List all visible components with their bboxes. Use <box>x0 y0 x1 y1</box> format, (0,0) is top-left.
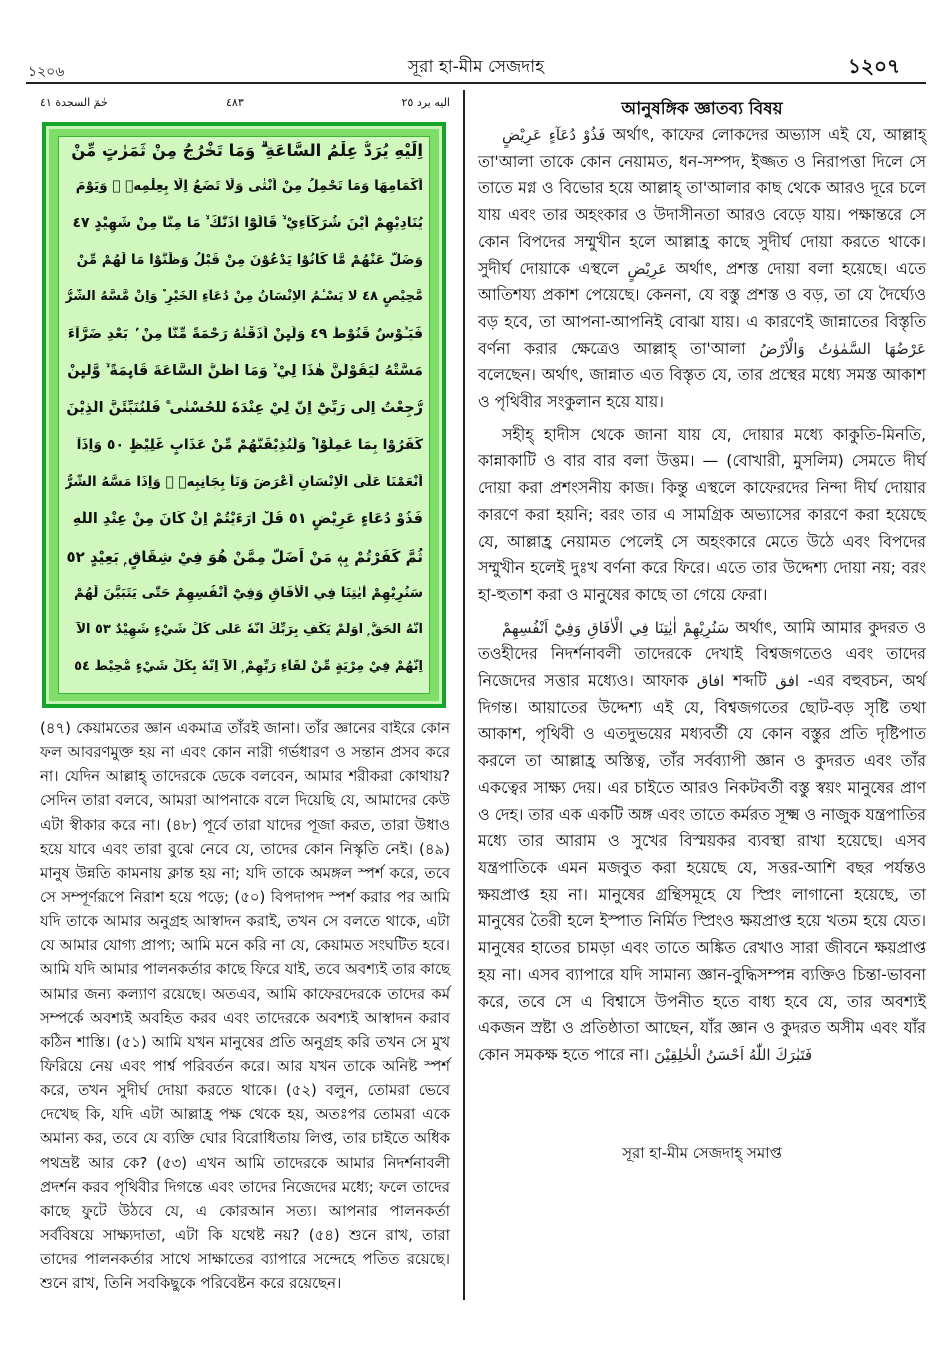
arabic-page-header <box>40 96 450 112</box>
commentary-paragraph <box>478 615 926 1069</box>
left-page-number: ১২০৬ <box>28 64 65 80</box>
commentary-text: বলেছেন। অর্থাৎ, জান্নাত এত বিস্তৃত যে, তার প্রস্থের মধ্যে সমস্ত আকাশ ও পৃথিবীর সংকুলান হয়ে যায়। <box>478 365 926 412</box>
commentary-paragraph <box>478 122 926 416</box>
quran-line: فَذُوْ دُعَآءٍ عَرِيْضٍ ٥١ قُلْ اَرَءَيْتُمْ اِنْ كَانَ مِنْ عِنْدِ اللّٰهِ <box>72 511 423 527</box>
arabic-quote: افق <box>775 672 800 691</box>
quran-line: مَّحِيْصٍ ٤٨ لَا يَسْـَٔمُ الْاِنْسَانُ مِنْ دُعَآءِ الْخَيْرِ ۫ وَاِنْ مَّسَّهُ الشَّرُّ <box>65 289 423 304</box>
commentary-body <box>478 122 926 1075</box>
quran-line: سَنُرِيْهِمْ اٰيٰتِنَا فِي الْاٰفَاقِ وَفِيْٓ اَنْفُسِهِمْ حَتّٰى يَتَبَيَّنَ لَهُمْ <box>73 585 423 601</box>
commentary-text: শব্দটি <box>733 671 767 691</box>
quran-line: يُنَادِيْهِمْ اَيْنَ شُرَكَآءِيْ ۙ قَالُوْٓا اٰذَنّٰكَ ۙ مَا مِنَّا مِنْ شَهِيْدٍ ٤٧ <box>72 215 423 231</box>
commentary-paragraph: সহীহ্ হাদীস থেকে জানা যায় যে, দোয়ার মধ্যে কাকুতি-মিনতি, কান্নাকাটি ও বার বার বলা উত্তম। — (বোখারী, মুসলিম) সেমতে দীর্ঘ দোয়া করা প্রশংসনীয় কাজ। কিন্তু এস্থলে কাফেরদের নিন্দা দীর্ঘ দোয়ার কারণে করা হয়নি; বরং তার এ সামগ্রিক অভ্যাসের কারণে করা হয়েছে যে, আল্লাহ্র নেয়ামত পেলেই সে অহংকারে মেতে উঠে এবং বিপদের সম্মুখীন হলেই দুঃখ বর্ণনা করে ফিরে। এতে তার উদ্দেশ্য দোয়া নয়; বরং হা-হুতাশ করা ও মানুষের কাছে তা গেয়ে ফেরা। <box>478 424 926 604</box>
commentary-text: অর্থাৎ, কাফের লোকদের অভ্যাস এই যে, আল্লাহ্ তা'আলা তাকে কোন নেয়ামত, ধন-সম্পদ, ইজ্জত ও নিরাপত্তা দিলে সে তাতে মগ্ন ও বিভোর হয়ে আল্লাহ্ তা'আলার কাছ থেকে আরও দূরে চলে যায় এবং তার অহংকার ও উদাসীনতা আরও বেড়ে যায়। পক্ষান্তরে সে কোন বিপদের সম্মুখীন হলে আল্লাহ্র কাছে সুদীর্ঘ দোয়া করতে থাকে। সুদীর্ঘ দোয়াকে এস্থলে <box>478 125 926 278</box>
arabic-quote: فَذُوْ دُعَآءٍ عَرِيْضٍ <box>502 126 606 144</box>
commentary-title: আনুষঙ্গিক জ্ঞাতব্য বিষয় <box>621 99 783 119</box>
quran-line: وَضَلَّ عَنْهُمْ مَّا كَانُوْا يَدْعُوْنَ مِنْ قَبْلُ وَظَنُّوْا مَا لَهُمْ مِّنْ <box>76 252 423 268</box>
bengali-translation: (৪৭) কেয়ামতের জ্ঞান একমাত্র তাঁরই জানা। তাঁর জ্ঞানের বাইরে কোন ফল আবরণমুক্ত হয় না এবং কোন নারী গর্ভধারণ ও সন্তান প্রসব করে না। যেদিন আল্লাহ্ তাদেরকে ডেকে বলবেন, আমার শরীকরা কোথায়? সেদিন তারা বলবে, আমরা আপনাকে বলে দিয়েছি যে, আমাদের কেউ এটা স্বীকার করে না। (৪৮) পূর্বে তারা যাদের পূজা করত, তারা উধাও হয়ে যাবে এবং তারা বুঝে নেবে যে, তাদের কোন নিস্কৃতি নেই। (৪৯) মানুষ উন্নতি কামনায় ক্লান্ত হয় না; যদি তাকে অমঙ্গল স্পর্শ করে, তবে সে সম্পূর্ণরূপে নিরাশ হয়ে পড়ে; (৫০) বিপদাপদ স্পর্শ করার পর আমি যদি তাকে আমার অনুগ্রহ আস্বাদন করাই, তখন সে বলতে থাকে, এটা যে আমার যোগ্য প্রাপ্য; আমি মনে করি না যে, কেয়ামত সংঘটিত হবে। আমি যদি আমার পালনকর্তার কাছে ফিরে যাই, তবে অবশ্যই তার কাছে আমার জন্য কল্যাণ রয়েছে। অতএব, আমি কাফেরদেরকে তাদের কর্ম সম্পর্কে অবশ্যই অবহিত করব এবং তাদেরকে অবশ্যই আস্বাদন করাব কঠিন শাস্তি। (৫১) আমি যখন মানুষের প্রতি অনুগ্রহ করি তখন সে মুখ ফিরিয়ে নেয় এবং পার্শ্ব পরিবর্তন করে। আর যখন তাকে অনিষ্ট স্পর্শ করে, তখন সুদীর্ঘ দোয়া করতে থাকে। (৫২) বলুন, তোমরা ভেবে দেখেছ কি, যদি এটা আল্লাহ্র পক্ষ থেকে হয়, অতঃপর তোমরা একে অমান্য কর, তবে যে ব্যক্তি ঘোর বিরোধিতায় লিপ্ত, তার চাইতে অধিক পথভ্রষ্ট আর কে? (৫৩) এখন আমি তাদেরকে আমার নিদর্শনাবলী প্রদর্শন করব পৃথিবীর দিগন্তে এবং তাদের নিজেদের মধ্যে; ফলে তাদের কাছে ফুটে উঠবে যে, এ কোরআন সত্য। আপনার পালনকর্তা সর্ববিষয়ে সাক্ষ্যদাতা, এটা কি যথেষ্ট নয়? (৫৪) শুনে রাখ, তারা তাদের পালনকর্তার সাথে সাক্ষাতের ব্যাপারে সন্দেহে পতিত রয়েছে। শুনে রাখ, তিনি সবকিছুকে পরিবেষ্টন করে রয়েছেন। <box>40 719 450 1293</box>
quran-line: اِنَّهُمْ فِيْ مِرْيَةٍ مِّنْ لِّقَآءِ رَبِّهِمْ ۭ اَلَآ اِنَّهٗ بِكُلِّ شَيْءٍ مُّحِيْطٌ ٥٤ <box>74 659 423 674</box>
commentary-text: অর্থাৎ, প্রশস্ত দোয়া বলা হয়েছে। এতে আতিশয্য প্রকাশ পেয়েছে। কেননা, যে বস্তু প্রশস্ত ও বড়, তা যে দৈর্ঘ্যেও বড় হবে, তা আপনা-আপনিই বোঝা যায়। এ কারণেই জান্নাতের বিস্তৃতি বর্ণনা করার ক্ষেত্রেও আল্লাহ্ তা'আলা <box>478 258 926 358</box>
quran-line: كَفَرُوْا بِمَا عَمِلُوْا ۫ وَلَنُذِيْقَنَّهُمْ مِّنْ عَذَابٍ غَلِيْظٍ ٥٠ وَاِذَآ <box>76 437 423 453</box>
header-rule <box>26 82 926 84</box>
commentary-text: অর্থাৎ, আমি আমার কুদরত ও তওহীদের নিদর্শনাবলী তাদেরকে দেখাই বিশ্বজগতেও এবং তাদের নিজেদের সত্তার মধ্যেও। আফাক <box>478 617 926 691</box>
arabic-quote: افاق <box>696 672 725 691</box>
quran-text-frame <box>42 122 446 708</box>
arabic-quote: سَنُرِيْهِمْ اٰيٰتِنَا فِي الْاٰفَاقِ وَفِيْٓ اَنْفُسِهِمْ <box>502 618 730 637</box>
quran-line: اَكْمَامِهَا وَمَا تَحْمِلُ مِنْ اُنْثٰى وَلَا تَضَعُ اِلَّا بِعِلْمِهٖ ۗ وَيَوْمَ <box>75 178 423 194</box>
quran-line: اَنْعَمْنَا عَلَى الْاِنْسَانِ اَعْرَضَ وَنَاٰ بِجَانِبِهٖ ۚ وَاِذَا مَسَّهُ الشَّرُّ <box>65 474 423 490</box>
arabic-surah-label: حٰمٓ السجدة ٤١ <box>40 96 108 109</box>
quran-text-panel <box>58 136 430 694</box>
quran-line: ثُمَّ كَفَرْتُمْ بِهٖ مَنْ اَضَلُّ مِمَّنْ هُوَ فِيْ شِقَاقٍ ۭ بَعِيْدٍ ٥٢ <box>66 548 423 566</box>
commentary-text: -এর বহুবচন, অর্থ দিগন্ত। আয়াতের উদ্দেশ্য এই যে, বিশ্বজগতের ছোট-বড় সৃষ্টি তথা আকাশ, পৃথিবী ও এতদুভয়ের মধ্যবর্তী যে কোন বস্তুর প্রতি দৃষ্টিপাত করলে তা আল্লাহ্র অস্তিত্ব, তাঁর সর্বব্যাপী জ্ঞান ও কুদরত এবং তাঁর একত্বের সাক্ষ্য দেয়। এর চাইতে আরও নিকটবর্তী বস্তু স্বয়ং মানুষের প্রাণ ও দেহ। তার এক একটি অঙ্গ এবং তাতে কর্মরত সূক্ষ্ম ও নাজুক যন্ত্রপাতির মধ্যে তার আরাম ও সুখের বিস্ময়কর ব্যবস্থা রাখা হয়েছে। এসব যন্ত্রপাতিকে এমন মজবুত করা হয়েছে যে, সত্তর-আশি বছর পর্যন্তও ক্ষয়প্রাপ্ত হয় না। মানুষের গ্রন্থিসমূহে যে স্প্রিং লাগানো হয়েছে, তা মানুষের তৈরী হলে ইস্পাত নির্মিত স্প্রিংও ক্ষয়প্রাপ্ত হয়ে খতম হয়ে যেত। মানুষের হাতের চামড়া এবং তাতে অঙ্কিত রেখাও সারা জীবনে ক্ষয়প্রাপ্ত হয় না। এসব ব্যাপারে যদি সামান্য জ্ঞান-বুদ্ধিসম্পন্ন ব্যক্তিও চিন্তা-ভাবনা করে, তবে সে এ বিশ্বাসে উপনীত হতে বাধ্য হবে যে, তার অবশ্যই একজন স্রষ্টা ও প্রতিষ্ঠাতা আছেন, যাঁর জ্ঞান ও কুদরত অসীম এবং যাঁর কোন সমকক্ষ হতে পারে না। <box>478 671 927 1064</box>
arabic-juz-label: اليه يرد ٢٥ <box>401 96 450 109</box>
arabic-page-number: ٤٨٣ <box>226 96 244 109</box>
arabic-quote: عَرْضُهَا السَّمٰوٰتُ وَالْاَرْضُ <box>759 339 926 358</box>
quran-line: اِلَيْهِ يُرَدُّ عِلْمُ السَّاعَةِ ۗ وَمَا تَخْرُجُ مِنْ ثَمَرٰتٍ مِّنْ <box>71 141 423 160</box>
arabic-quote: عَرِيْضٍ <box>627 259 668 278</box>
running-title: সূরা হা-মীম সেজদাহ <box>407 57 545 77</box>
arabic-quote: فَتَبٰرَكَ اللّٰهُ اَحْسَنُ الْخٰلِقِيْنَ <box>654 1045 813 1064</box>
surah-end-note: সূরা হা-মীম সেজদাহ্ সমাপ্ত <box>622 1144 782 1162</box>
quran-line: مَسَّتْهُ لَيَقُوْلَنَّ هٰذَا لِيْ ۙ وَمَآ اَظُنُّ السَّاعَةَ قَآىِٕمَةً ۙ وَّلَىِٕنْ <box>67 363 423 379</box>
quran-line: فَيَـُٔوْسٌ قَنُوْطٌ ٤٩ وَلَىِٕنْ اَذَقْنٰهُ رَحْمَةً مِّنَّا مِنْ ۢ بَعْدِ ضَرَّآءَ <box>67 326 423 342</box>
quran-line: رُّجِعْتُ اِلٰى رَبِّيْٓ اِنَّ لِيْ عِنْدَهٗ لَلْحُسْنٰى ۚ فَلَنُنَبِّئَنَّ الَّذِيْنَ <box>66 400 423 416</box>
column-divider <box>463 90 465 1300</box>
right-page-number: ১২০৭ <box>848 54 900 78</box>
quran-line: اَنَّهُ الْحَقُّ ۭ اَوَلَمْ يَكْفِ بِرَبِّكَ اَنَّهٗ عَلٰى كُلِّ شَيْءٍ شَهِيْدٌ ٥٣ اَلَآ <box>76 622 423 637</box>
